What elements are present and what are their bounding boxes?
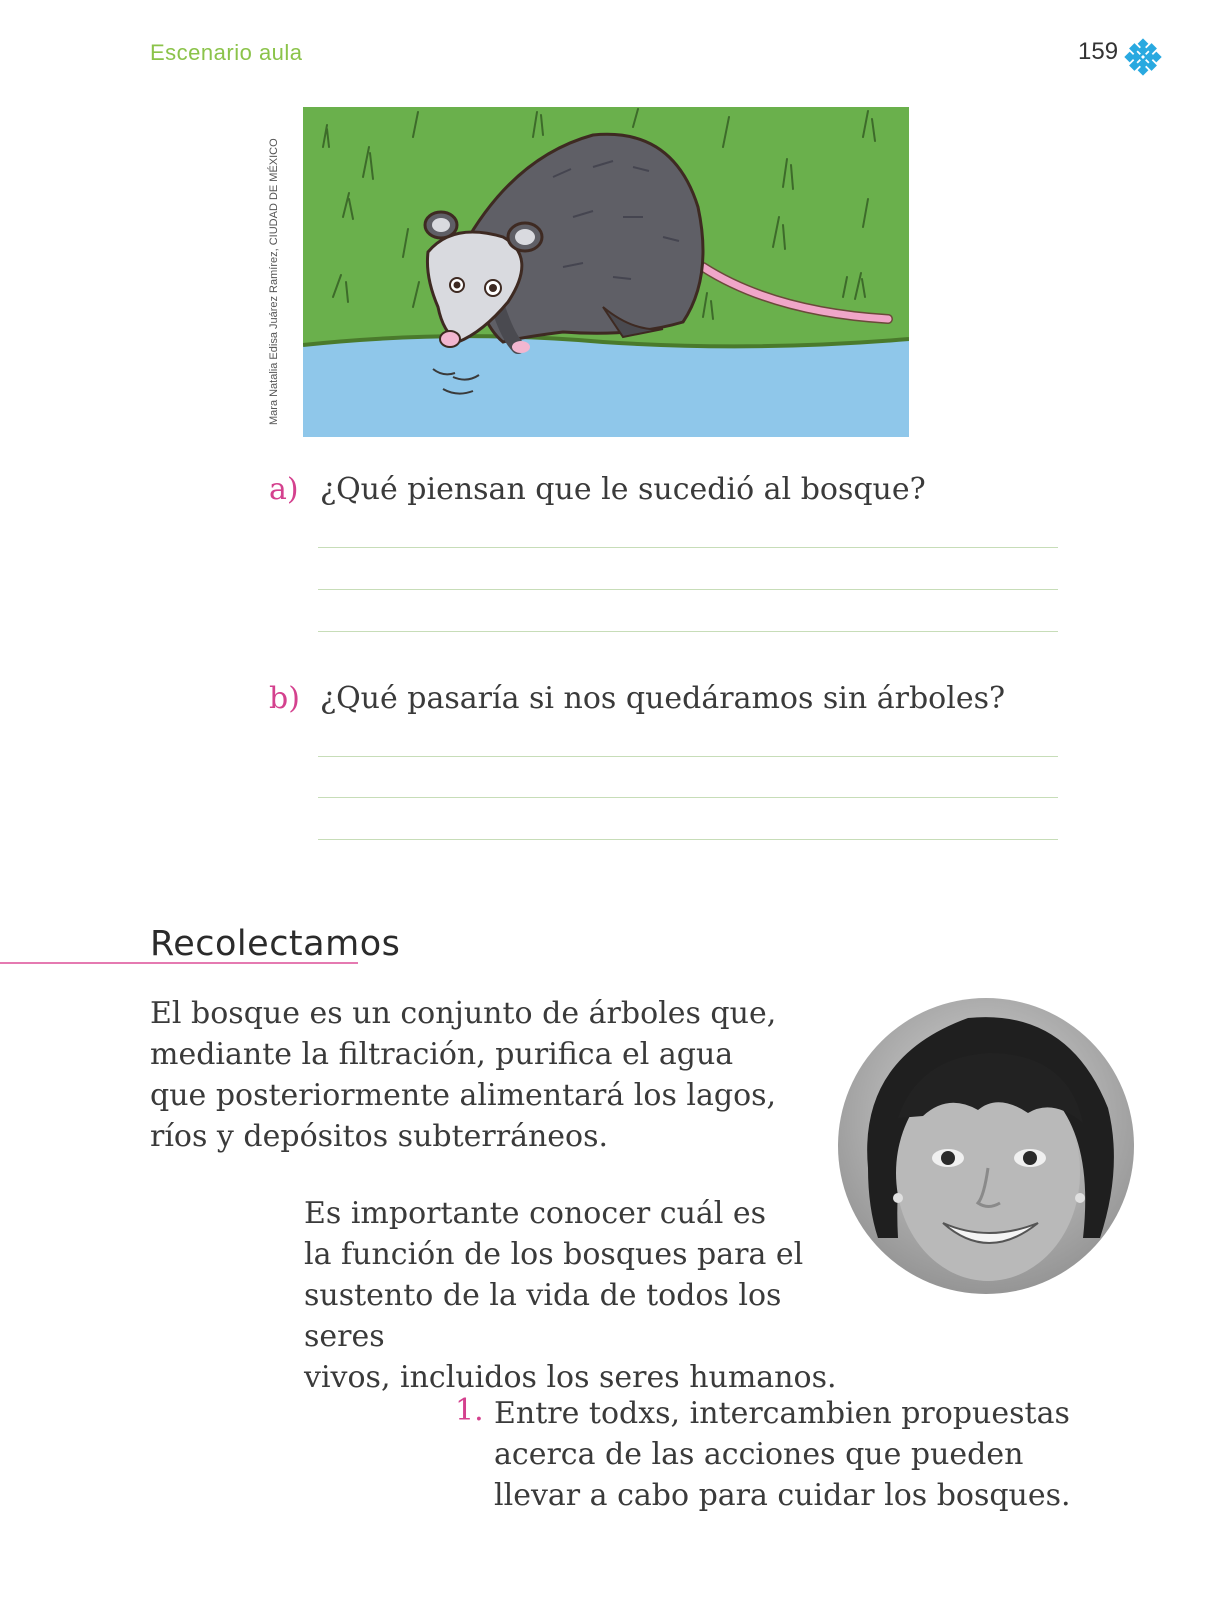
snowflake-logo-icon (1124, 38, 1162, 76)
list-item-line: acerca de las acciones que pueden (494, 1437, 1024, 1472)
section-divider (0, 962, 358, 964)
answer-line-a3[interactable] (318, 631, 1058, 632)
answer-line-a1[interactable] (318, 547, 1058, 548)
paragraph-line: sustento de la vida de todos los seres (304, 1278, 782, 1354)
answer-line-b3[interactable] (318, 839, 1058, 840)
section-title: Recolectamos (150, 924, 401, 964)
paragraph-line: mediante la filtración, purifica el agua (150, 1037, 734, 1072)
question-a-letter: a) (269, 472, 299, 507)
paragraph-line: ríos y depósitos subterráneos. (150, 1119, 609, 1154)
paragraph-line: que posteriormente alimentará los lagos, (150, 1078, 777, 1113)
illustration-credit: Mara Natalia Edisa Juárez Ramírez, CIUDAD DE MÉXICO (268, 138, 280, 425)
girl-portrait-photo (838, 998, 1134, 1294)
paragraph-line: Es importante conocer cuál es (304, 1196, 767, 1231)
list-item-line: Entre todxs, intercambien propuestas (494, 1396, 1070, 1431)
question-b-letter: b) (269, 681, 300, 716)
list-item-number: 1. (455, 1393, 484, 1428)
paragraph-forest-importance (304, 1193, 864, 1398)
paragraph-forest-definition (150, 993, 790, 1157)
list-item-line: llevar a cabo para cuidar los bosques. (494, 1478, 1071, 1513)
answer-line-b1[interactable] (318, 756, 1058, 757)
paragraph-line: El bosque es un conjunto de árboles que, (150, 996, 777, 1031)
answer-line-a2[interactable] (318, 589, 1058, 590)
answer-line-b2[interactable] (318, 797, 1058, 798)
question-b-text: ¿Qué pasaría si nos quedáramos sin árboles? (320, 681, 1006, 716)
paragraph-line: la función de los bosques para el (304, 1237, 804, 1272)
list-item-activity (494, 1393, 1114, 1516)
opossum-drinking-icon (303, 107, 909, 437)
question-a-text: ¿Qué piensan que le sucedió al bosque? (320, 472, 926, 507)
page-number: 159 (1078, 38, 1119, 65)
section-header: Escenario aula (150, 40, 303, 65)
paragraph-line: vivos, incluidos los seres humanos. (304, 1360, 837, 1395)
